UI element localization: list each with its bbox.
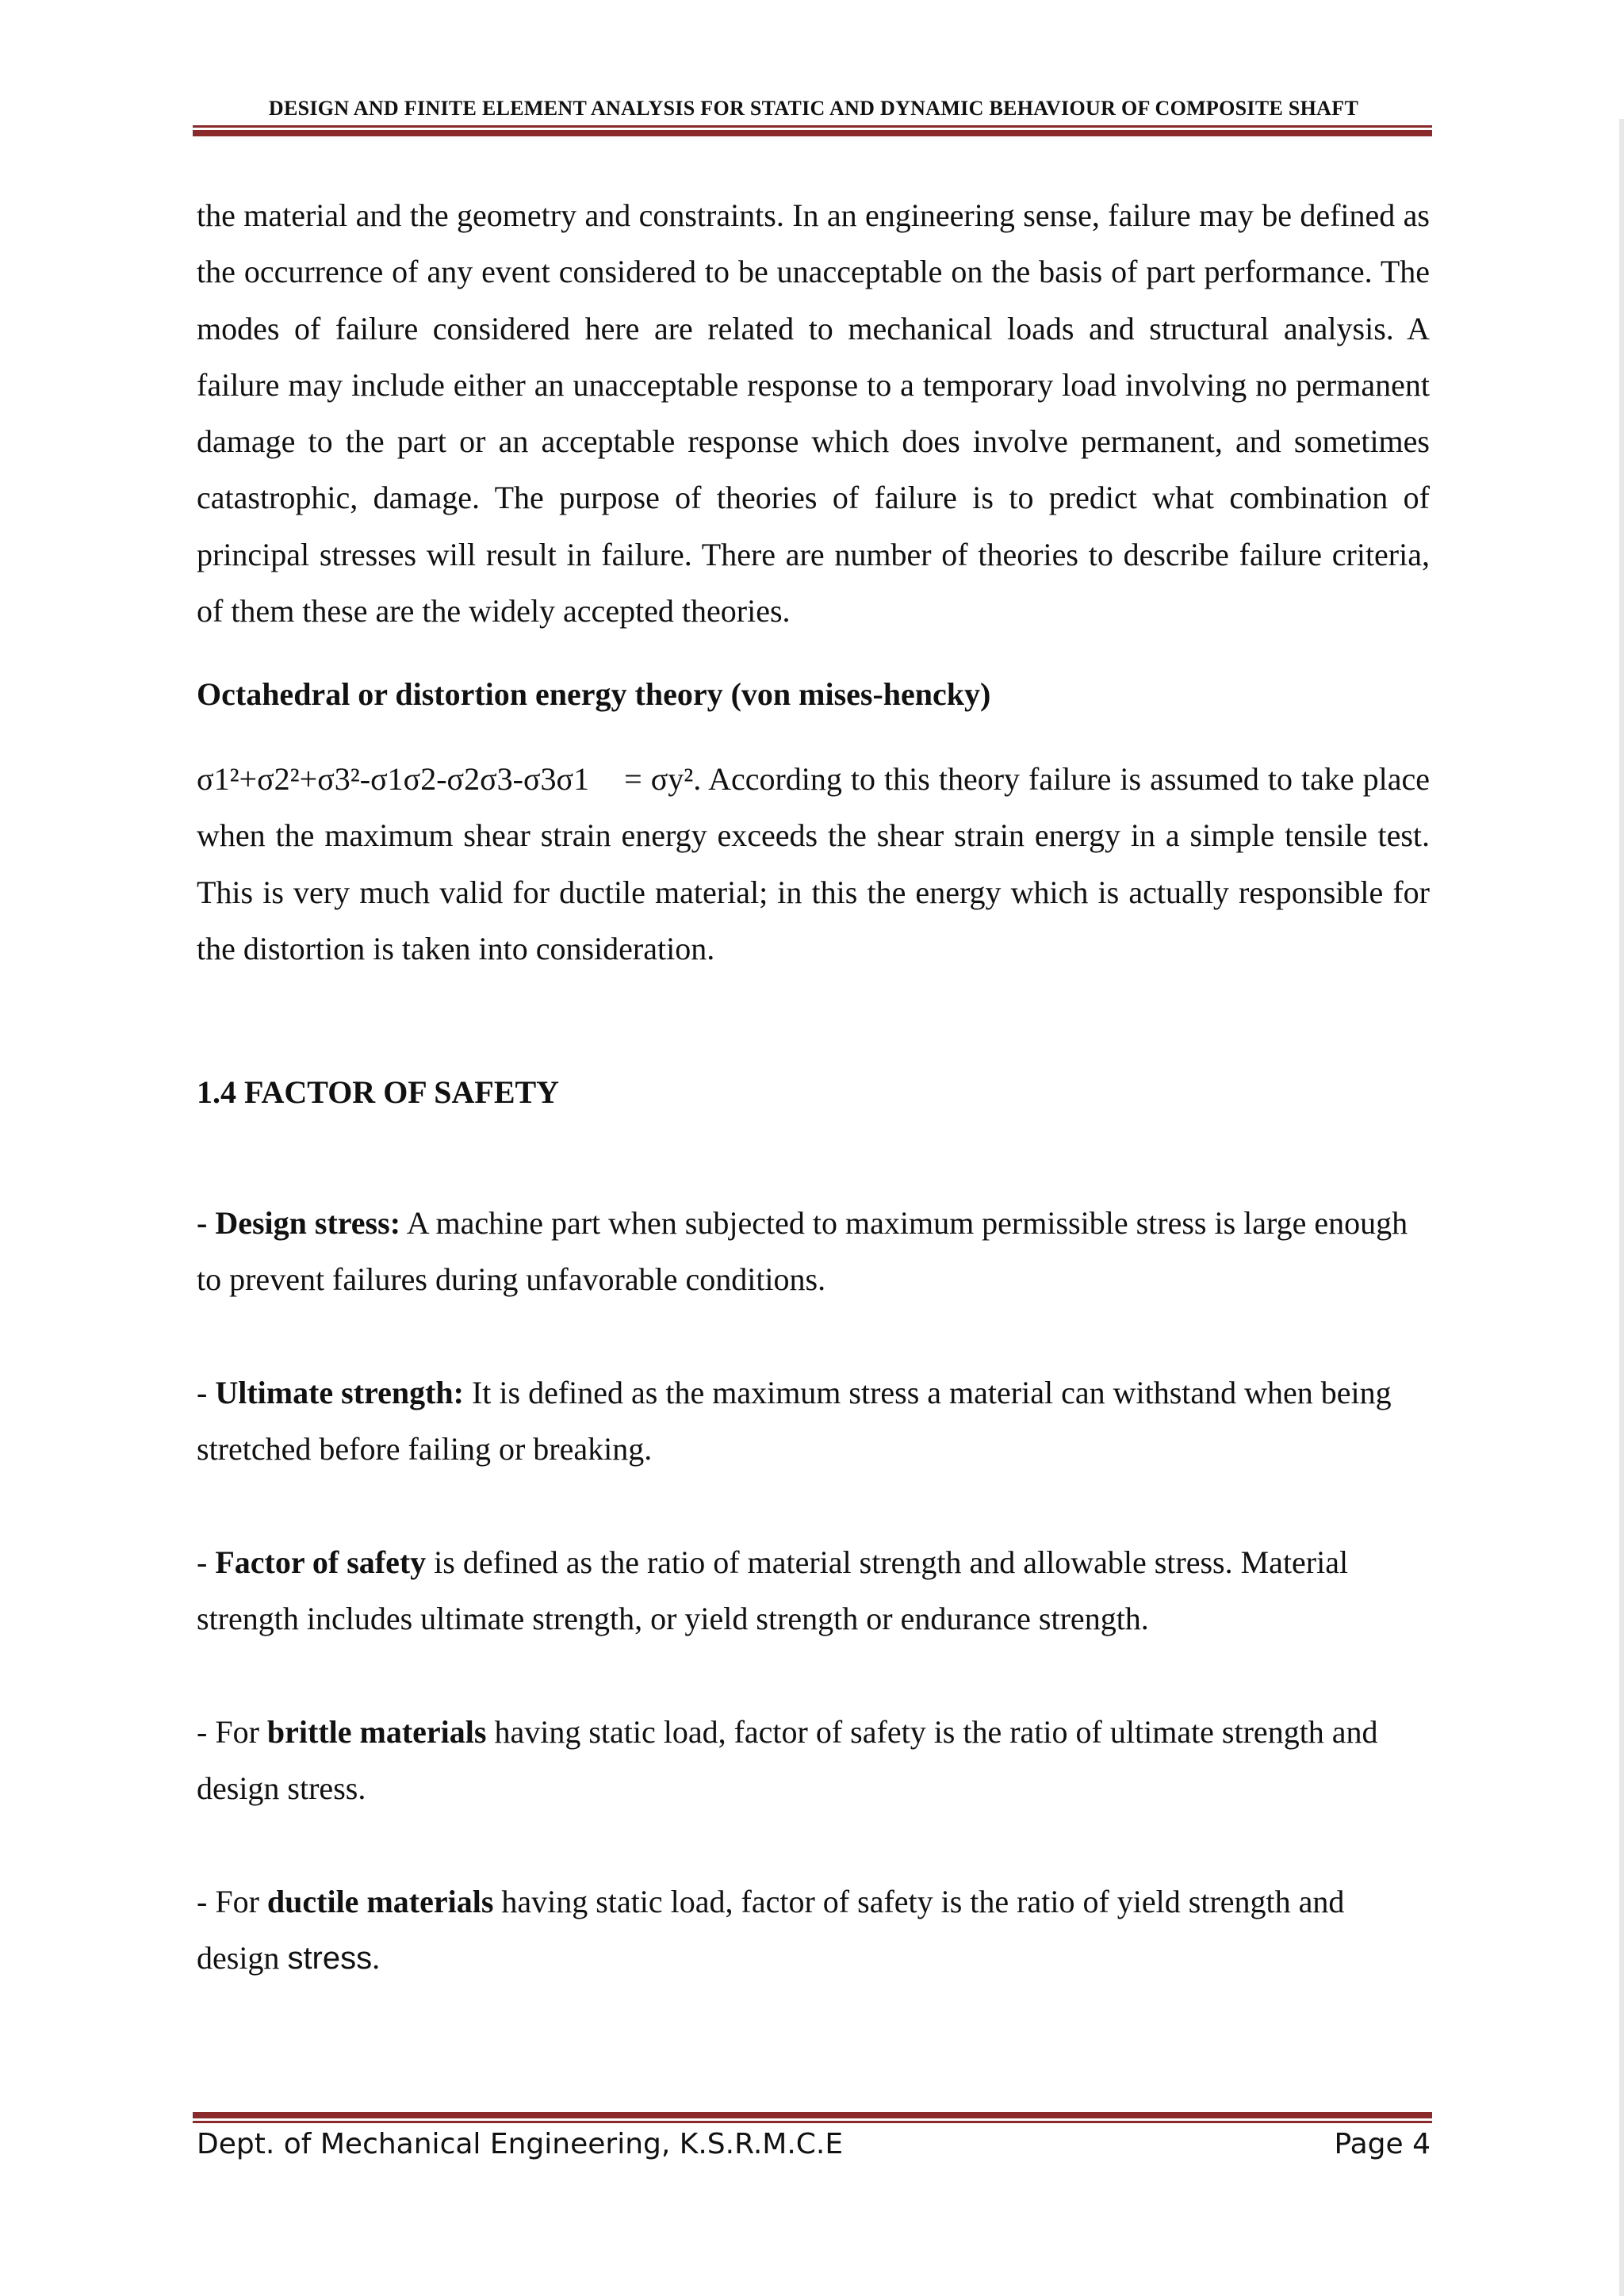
brittle-materials-term: brittle materials [266,1714,487,1750]
header-rule-thin [193,125,1432,128]
ductile-materials-text: having static load, factor of safety is the ratio of yield strength and design [197,1884,1345,1976]
design-stress-term: - Design stress: [197,1205,401,1241]
footer-rule-thick [193,2112,1432,2118]
ductile-materials-prefix: - For [197,1884,267,1919]
ultimate-strength-term: Ultimate strength: [215,1375,464,1410]
factor-of-safety-term: Factor of safety [215,1544,427,1580]
octahedral-text: According to this theory failure is assumed to take place when the maximum shear strain energy exceeds the shear strain energy in a simple tensile test. This is very much valid for ductile material; in this the energy which is actually responsible for the distortion is taken into consideration. [197,761,1430,966]
section-heading: 1.4 FACTOR OF SAFETY [197,1074,560,1110]
footer-page-number: Page 4 [1334,2128,1431,2160]
ductile-materials-item [197,1873,1434,1988]
ultimate-strength-text: It is defined as the maximum stress a material can withstand when being stretched before failing or breaking. [197,1375,1392,1468]
ductile-materials-term: ductile materials [266,1884,494,1919]
footer-rule-thin [193,2121,1432,2123]
ultimate-strength-dash: - [197,1375,216,1410]
ultimate-strength-item [197,1364,1418,1478]
brittle-materials-item [197,1704,1434,1817]
brittle-materials-text: having static load, factor of safety is the ratio of ultimate strength and design stress. [197,1714,1378,1807]
intro-paragraph: the material and the geometry and constraints. In an engineering sense, failure may be defined as the occurrence of any event considered to be unacceptable on the basis of part performance. The modes of failure considered here are related to mechanical loads and structural analysis. A failure may include either an unacceptable response to a temporary load involving no permanent damage to the part or an acceptable response which does involve permanent, and sometimes catastrophic, damage. The purpose of theories of failure is to predict what combination of principal stresses will result in failure. There are number of theories to describe failure criteria, of them these are the widely accepted theories. [197,197,1430,629]
factor-of-safety-text: is defined as the ratio of material strength and allowable stress. Material strength includes ultimate strength, or yield strength or endurance strength. [197,1544,1349,1637]
octahedral-paragraph [197,751,1430,977]
running-header-title: DESIGN AND FINITE ELEMENT ANALYSIS FOR STATIC AND DYNAMIC BEHAVIOUR OF COMPOSITE SHAFT [268,97,1359,120]
von-mises-equation: σ1²+σ2²+σ3²-σ1σ2-σ2σ3-σ3σ1 = σy². [197,761,702,797]
factor-of-safety-dash: - [197,1544,216,1580]
design-stress-text: A machine part when subjected to maximum permissible stress is large enough to prevent failures during unfavorable conditions. [197,1205,1408,1298]
brittle-materials-prefix: - For [197,1714,267,1750]
octahedral-heading: Octahedral or distortion energy theory (von mises-hencky) [197,676,991,712]
ductile-materials-last-word: stress [287,1941,373,1976]
footer-department: Dept. of Mechanical Engineering, K.S.R.M.C.E [197,2128,844,2160]
page-edge-shadow [1619,119,1624,2296]
ductile-materials-end: . [372,1940,381,1976]
header-rule-thick [193,130,1432,136]
design-stress-item [197,1195,1418,1308]
factor-of-safety-item [197,1534,1418,1647]
